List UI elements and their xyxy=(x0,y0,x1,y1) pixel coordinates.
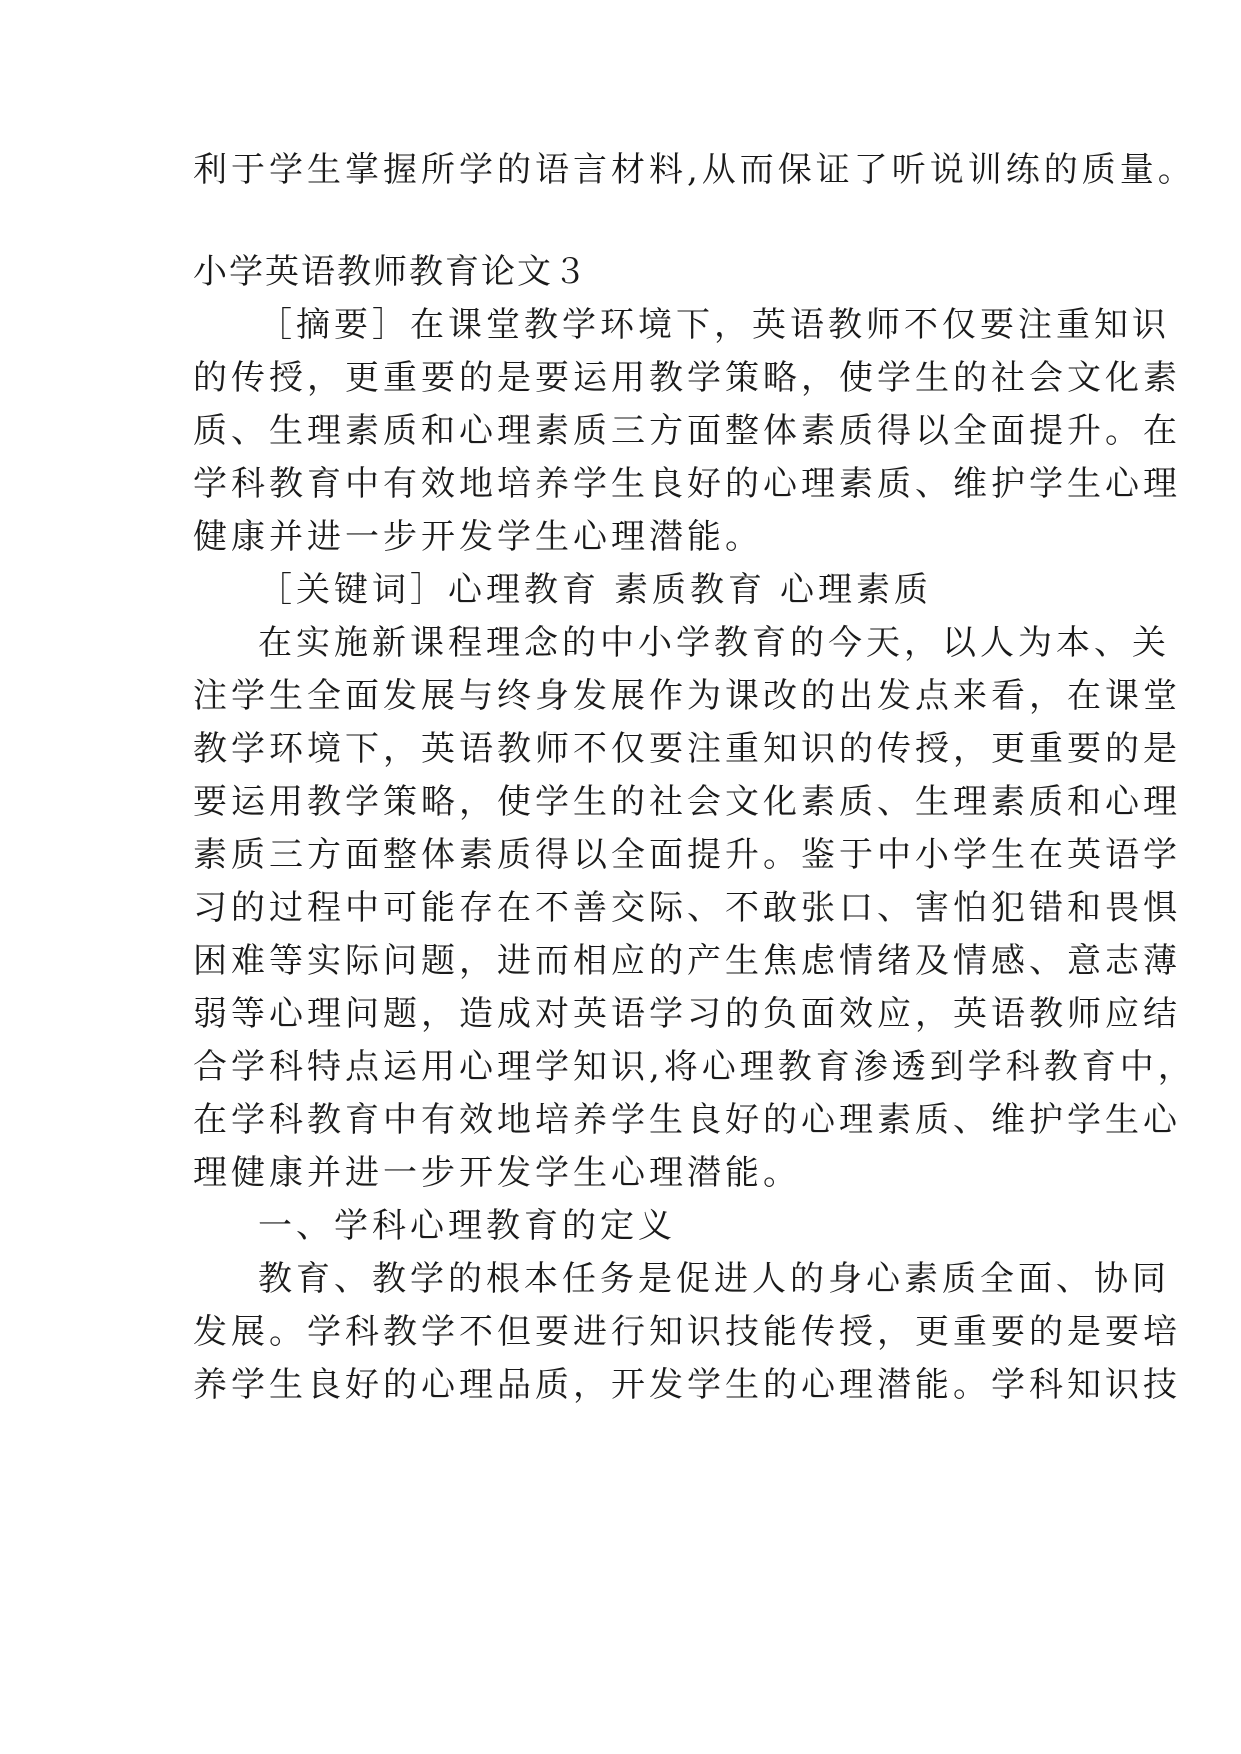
abstract-line: 质、生理素质和心理素质三方面整体素质得以全面提升。在 xyxy=(193,411,1181,451)
body-line: 发展。学科教学不但要进行知识技能传授，更重要的是要培 xyxy=(193,1312,1181,1352)
body-line: 习的过程中可能存在不善交际、不敢张口、害怕犯错和畏惧 xyxy=(193,888,1181,928)
section-title: 小学英语教师教育论文３ xyxy=(193,252,589,292)
body-line: 困难等实际问题，进而相应的产生焦虑情绪及情感、意志薄 xyxy=(193,941,1181,981)
abstract-line: 的传授，更重要的是要运用教学策略，使学生的社会文化素 xyxy=(193,358,1181,398)
keywords-line xyxy=(258,570,932,610)
body-line: 在学科教育中有效地培养学生良好的心理素质、维护学生心 xyxy=(193,1100,1181,1140)
body-line: 合学科特点运用心理学知识,将心理教育渗透到学科教育中， xyxy=(193,1047,1196,1087)
abstract-line: 学科教育中有效地培养学生良好的心理素质、维护学生心理 xyxy=(193,464,1181,504)
body-line: 注学生全面发展与终身发展作为课改的出发点来看，在课堂 xyxy=(193,676,1181,716)
section-heading: 一、学科心理教育的定义 xyxy=(258,1206,676,1246)
body-line: 养学生良好的心理品质，开发学生的心理潜能。学科知识技 xyxy=(193,1365,1181,1405)
body-line: 教育、教学的根本任务是促进人的身心素质全面、协同 xyxy=(258,1259,1170,1299)
body-line: 在实施新课程理念的中小学教育的今天，以人为本、关 xyxy=(258,623,1170,663)
keyword-label: ［关键词］心理教育 xyxy=(258,570,600,610)
body-line: 素质三方面整体素质得以全面提升。鉴于中小学生在英语学 xyxy=(193,835,1181,875)
body-line: 教学环境下，英语教师不仅要注重知识的传授，更重要的是 xyxy=(193,729,1181,769)
body-line: 要运用教学策略，使学生的社会文化素质、生理素质和心理 xyxy=(193,782,1181,822)
abstract-line: ［摘要］在课堂教学环境下，英语教师不仅要注重知识 xyxy=(258,305,1170,345)
paragraph-line: 利于学生掌握所学的语言材料,从而保证了听说训练的质量。 xyxy=(193,150,1196,190)
keyword-item: 素质教育 xyxy=(614,570,766,610)
body-line: 理健康并进一步开发学生心理潜能。 xyxy=(193,1153,801,1193)
abstract-line: 健康并进一步开发学生心理潜能。 xyxy=(193,517,763,557)
body-line: 弱等心理问题，造成对英语学习的负面效应，英语教师应结 xyxy=(193,994,1181,1034)
keyword-item: 心理素质 xyxy=(780,570,932,610)
